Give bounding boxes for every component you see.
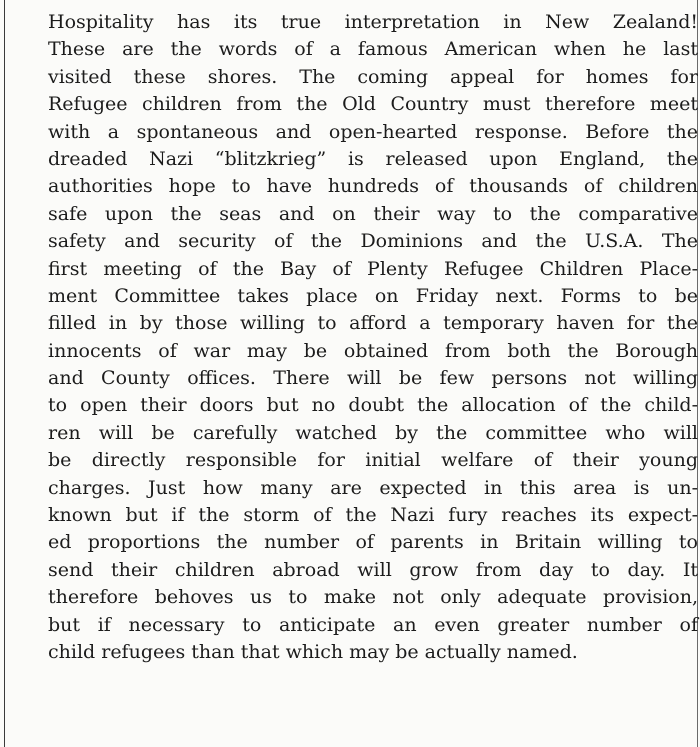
text-line: ed proportions the number of parents in Britain willing to [48,531,698,554]
text-line: visited these shores. The coming appeal for homes for [48,65,698,88]
text-line: Refugee children from the Old Country must therefore meet [48,93,698,116]
text-line: send their children abroad will grow from day to day. It [48,558,698,581]
text-line: ren will be carefully watched by the committee who will [48,421,698,444]
text-line: safety and security of the Dominions and the U.S.A. The [48,230,698,253]
text-line: to open their doors but no doubt the allocation of the child- [48,394,698,417]
text-line: These are the words of a famous American when he last [48,38,698,61]
text-line: safe upon the seas and on their way to the comparative [48,202,698,225]
text-line: first meeting of the Bay of Plenty Refugee Children Place- [48,257,698,280]
text-line: dreaded Nazi “blitzkrieg” is released upon England, the [48,147,698,170]
text-line: and County offices. There will be few persons not willing [48,367,698,390]
text-line: therefore behoves us to make not only adequate provision, [48,586,698,609]
text-line: with a spontaneous and open-hearted response. Before the [48,120,698,143]
text-line: be directly responsible for initial welfare of their young [48,449,698,472]
text-line: innocents of war may be obtained from both the Borough [48,339,698,362]
text-line: but if necessary to anticipate an even greater number of [48,613,698,636]
article-paragraph [48,9,698,666]
text-line: ment Committee takes place on Friday next. Forms to be [48,284,698,307]
text-line: known but if the storm of the Nazi fury reaches its expect- [48,504,698,527]
text-line: charges. Just how many are expected in this area is un- [48,476,698,499]
text-line: Hospitality has its true interpretation in New Zealand! [48,11,698,33]
column-rule-left [4,0,5,747]
text-line: filled in by those willing to afford a temporary haven for the [48,312,698,335]
text-line: authorities hope to have hundreds of thousands of children [48,175,698,198]
text-line: child refugees than that which may be actually named. [48,640,578,663]
